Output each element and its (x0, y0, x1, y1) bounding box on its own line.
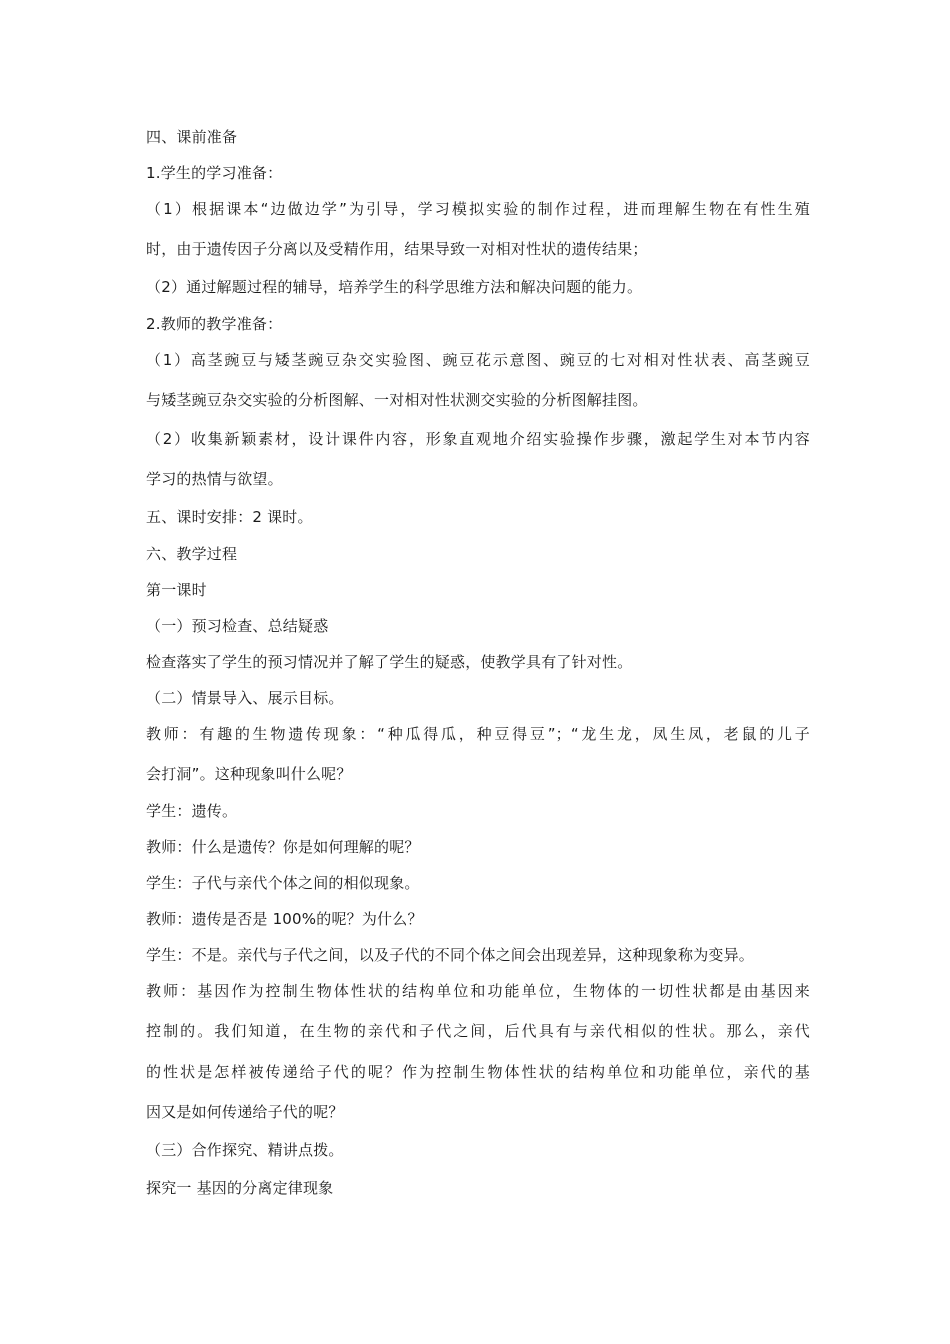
subheading-teacher-preparation: 2.教师的教学准备： (146, 315, 283, 333)
paragraph-line: （1）高茎豌豆与矮茎豌豆杂交实验图、豌豆花示意图、豌豆的七对相对性状表、高茎豌豆 (146, 351, 810, 369)
dialogue-line: 控制的。我们知道，在生物的亲代和子代之间，后代具有与亲代相似的性状。那么，亲代 (146, 1022, 810, 1040)
subheading-preview-check: （一）预习检查、总结疑惑 (146, 617, 329, 635)
paragraph-line: （2）收集新颖素材，设计课件内容，形象直观地介绍实验操作步骤，激起学生对本节内容 (146, 430, 810, 448)
section-heading-process: 六、教学过程 (146, 545, 238, 563)
dialogue-line: 学生：子代与亲代个体之间的相似现象。 (146, 874, 420, 892)
subheading-inquiry-one: 探究一 基因的分离定律现象 (146, 1179, 334, 1197)
paragraph-line: 时，由于遗传因子分离以及受精作用，结果导致一对相对性状的遗传结果； (146, 240, 648, 258)
dialogue-line: 因又是如何传递给子代的呢？ (146, 1103, 344, 1121)
dialogue-line: 学生：不是。亲代与子代之间，以及子代的不同个体之间会出现差异，这种现象称为变异。 (146, 946, 755, 964)
subheading-cooperative-inquiry: （三）合作探究、精讲点拨。 (146, 1141, 344, 1159)
dialogue-line: 的性状是怎样被传递给子代的呢？作为控制生物体性状的结构单位和功能单位，亲代的基 (146, 1063, 810, 1081)
paragraph-line: （2）通过解题过程的辅导，培养学生的科学思维方法和解决问题的能力。 (146, 278, 643, 296)
dialogue-line: 教师：基因作为控制生物体性状的结构单位和功能单位，生物体的一切性状都是由基因来 (146, 982, 810, 1000)
paragraph-line: 与矮茎豌豆杂交实验的分析图解、一对相对性状测交实验的分析图解挂图。 (146, 391, 648, 409)
section-heading-schedule: 五、课时安排：2 课时。 (146, 508, 313, 526)
subheading-student-preparation: 1.学生的学习准备： (146, 164, 283, 182)
paragraph-line: （1）根据课本“边做边学”为引导，学习模拟实验的制作过程，进而理解生物在有性生殖 (146, 200, 810, 218)
dialogue-line: 教师：遗传是否是 100%的呢？为什么？ (146, 910, 423, 928)
paragraph-line: 学习的热情与欲望。 (146, 470, 283, 488)
dialogue-line: 会打洞”。这种现象叫什么呢？ (146, 765, 352, 783)
dialogue-line: 学生：遗传。 (146, 802, 238, 820)
paragraph-line: 检查落实了学生的预习情况并了解了学生的疑惑，使教学具有了针对性。 (146, 653, 633, 671)
dialogue-line: 教师：什么是遗传？你是如何理解的呢？ (146, 838, 420, 856)
subheading-first-lesson: 第一课时 (146, 581, 207, 599)
subheading-scene-intro: （二）情景导入、展示目标。 (146, 689, 344, 707)
dialogue-line: 教师：有趣的生物遗传现象：“种瓜得瓜，种豆得豆”；“龙生龙，凤生凤，老鼠的儿子 (146, 725, 810, 743)
section-heading-preparation: 四、课前准备 (146, 128, 238, 146)
